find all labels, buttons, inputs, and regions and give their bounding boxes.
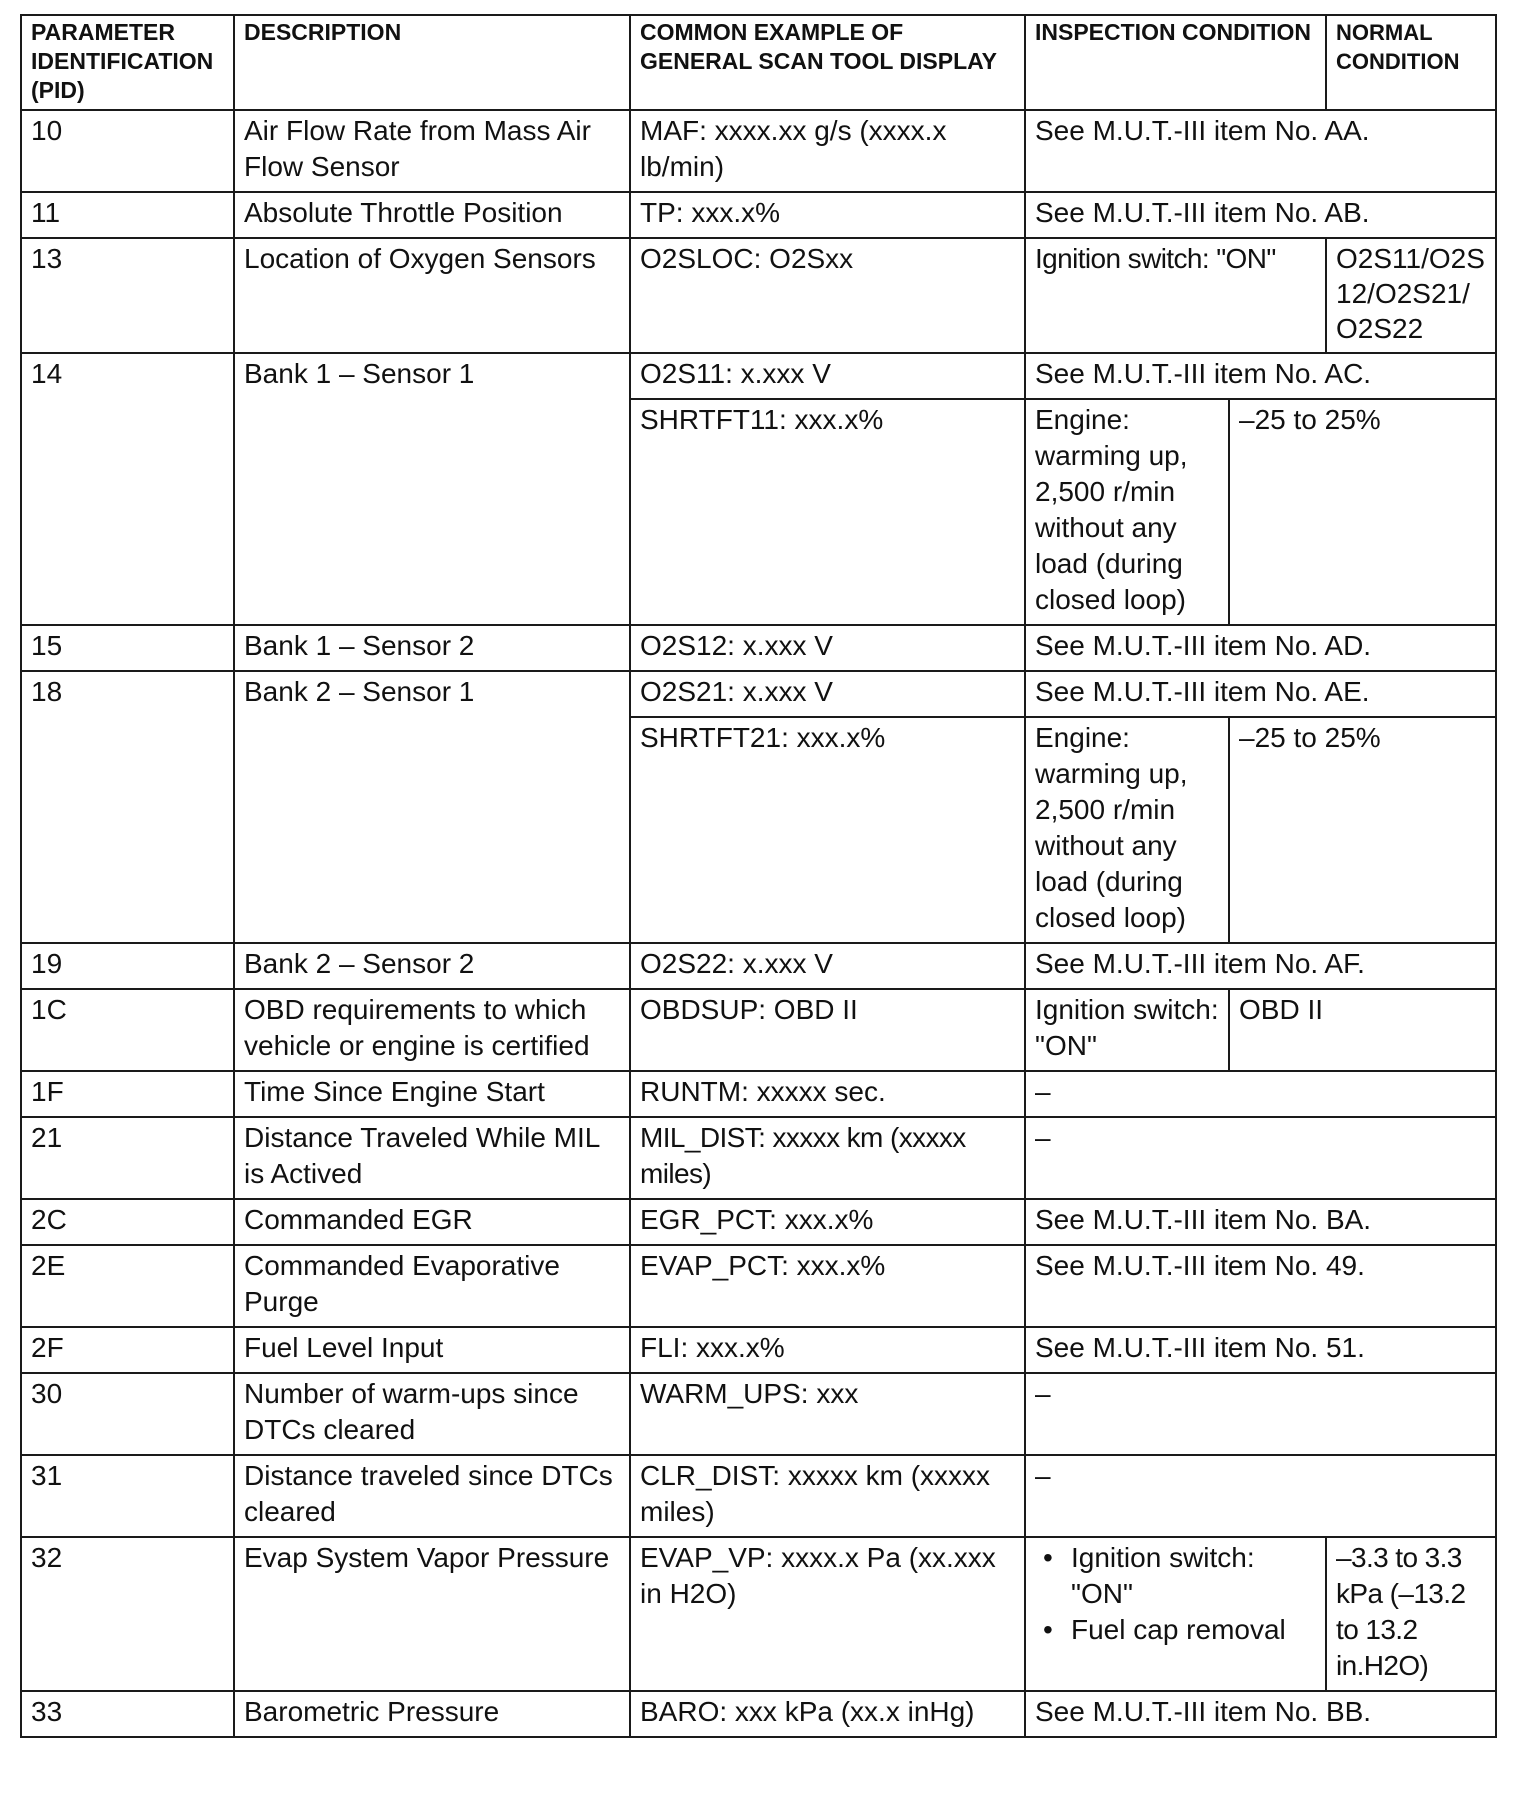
table-row bbox=[21, 1327, 1496, 1373]
condition-cell: – bbox=[1025, 1071, 1496, 1117]
list-item: • Ignition switch: "ON" bbox=[1035, 1540, 1316, 1612]
table-row bbox=[21, 192, 1496, 238]
description-cell: Bank 1 – Sensor 2 bbox=[234, 625, 630, 671]
description-cell: Time Since Engine Start bbox=[234, 1071, 630, 1117]
condition-cell: See M.U.T.-III item No. AF. bbox=[1025, 943, 1496, 989]
condition-cell: – bbox=[1025, 1117, 1496, 1199]
pid-cell: 19 bbox=[21, 943, 234, 989]
description-cell: OBD requirements to which vehicle or engine is certified bbox=[234, 989, 630, 1071]
condition-cell: – bbox=[1025, 1455, 1496, 1537]
normal-cell: OBD II bbox=[1229, 989, 1496, 1071]
pid-cell: 11 bbox=[21, 192, 234, 238]
display-cell: MAF: xxxx.xx g/s (xxxx.x lb/min) bbox=[630, 110, 1025, 192]
table-row bbox=[21, 1117, 1496, 1199]
condition-cell: See M.U.T.-III item No. AA. bbox=[1025, 110, 1496, 192]
pid-cell: 33 bbox=[21, 1691, 234, 1737]
description-cell: Commanded Evaporative Purge bbox=[234, 1245, 630, 1327]
table-row bbox=[21, 625, 1496, 671]
table-row bbox=[21, 1691, 1496, 1737]
normal-cell: –25 to 25% bbox=[1229, 717, 1496, 943]
table-row bbox=[21, 1245, 1496, 1327]
description-cell: Distance traveled since DTCs cleared bbox=[234, 1455, 630, 1537]
condition-cell: – bbox=[1025, 1373, 1496, 1455]
header-pid: PARAMETER IDENTIFICATION (PID) bbox=[21, 15, 234, 110]
inspection-cell: Ignition switch: "ON" bbox=[1025, 989, 1229, 1071]
table-row bbox=[21, 110, 1496, 192]
table-row bbox=[21, 943, 1496, 989]
pid-cell: 13 bbox=[21, 238, 234, 353]
condition-cell: See M.U.T.-III item No. AC. bbox=[1025, 353, 1496, 399]
inspection-cell: Engine: warming up, 2,500 r/min without any load (during closed loop) bbox=[1025, 717, 1229, 943]
pid-cell: 21 bbox=[21, 1117, 234, 1199]
display-cell: SHRTFT21: xxx.x% bbox=[630, 717, 1025, 943]
pid-cell: 2F bbox=[21, 1327, 234, 1373]
table-row bbox=[21, 1373, 1496, 1455]
pid-cell: 2E bbox=[21, 1245, 234, 1327]
description-cell: Absolute Throttle Position bbox=[234, 192, 630, 238]
display-cell: EVAP_PCT: xxx.x% bbox=[630, 1245, 1025, 1327]
description-cell: Distance Traveled While MIL is Actived bbox=[234, 1117, 630, 1199]
pid-table-container bbox=[20, 14, 1497, 1738]
display-cell: SHRTFT11: xxx.x% bbox=[630, 399, 1025, 625]
inspection-cell: Ignition switch: "ON" bbox=[1025, 238, 1326, 353]
description-cell: Location of Oxygen Sensors bbox=[234, 238, 630, 353]
table-row bbox=[21, 671, 1496, 717]
pid-cell: 10 bbox=[21, 110, 234, 192]
display-cell: O2S21: x.xxx V bbox=[630, 671, 1025, 717]
condition-cell: See M.U.T.-III item No. AB. bbox=[1025, 192, 1496, 238]
display-cell: BARO: xxx kPa (xx.x inHg) bbox=[630, 1691, 1025, 1737]
condition-cell: See M.U.T.-III item No. BA. bbox=[1025, 1199, 1496, 1245]
display-cell: EVAP_VP: xxxx.x Pa (xx.xxx in H2O) bbox=[630, 1537, 1025, 1691]
pid-cell: 18 bbox=[21, 671, 234, 943]
description-cell: Fuel Level Input bbox=[234, 1327, 630, 1373]
pid-cell: 1F bbox=[21, 1071, 234, 1117]
description-cell: Number of warm-ups since DTCs cleared bbox=[234, 1373, 630, 1455]
condition-cell: See M.U.T.-III item No. 49. bbox=[1025, 1245, 1496, 1327]
description-cell: Bank 1 – Sensor 1 bbox=[234, 353, 630, 625]
header-normal: NORMAL CONDITION bbox=[1326, 15, 1496, 110]
table-row bbox=[21, 353, 1496, 399]
header-row bbox=[21, 15, 1496, 110]
list-item: • Fuel cap removal bbox=[1035, 1612, 1316, 1648]
header-scan-display: COMMON EXAMPLE OF GENERAL SCAN TOOL DISPLAY bbox=[630, 15, 1025, 110]
display-cell: WARM_UPS: xxx bbox=[630, 1373, 1025, 1455]
table-row bbox=[21, 1071, 1496, 1117]
description-cell: Bank 2 – Sensor 1 bbox=[234, 671, 630, 943]
condition-cell: See M.U.T.-III item No. 51. bbox=[1025, 1327, 1496, 1373]
description-cell: Commanded EGR bbox=[234, 1199, 630, 1245]
description-cell: Air Flow Rate from Mass Air Flow Sensor bbox=[234, 110, 630, 192]
header-inspection: INSPECTION CONDITION bbox=[1025, 15, 1326, 110]
normal-cell: O2S11/O2S12/O2S21/O2S22 bbox=[1326, 238, 1496, 353]
pid-cell: 1C bbox=[21, 989, 234, 1071]
condition-cell: See M.U.T.-III item No. AD. bbox=[1025, 625, 1496, 671]
pid-cell: 32 bbox=[21, 1537, 234, 1691]
display-cell: RUNTM: xxxxx sec. bbox=[630, 1071, 1025, 1117]
pid-cell: 30 bbox=[21, 1373, 234, 1455]
display-cell: TP: xxx.x% bbox=[630, 192, 1025, 238]
display-cell: EGR_PCT: xxx.x% bbox=[630, 1199, 1025, 1245]
table-row bbox=[21, 989, 1496, 1071]
display-cell: CLR_DIST: xxxxx km (xxxxx miles) bbox=[630, 1455, 1025, 1537]
display-cell: O2S11: x.xxx V bbox=[630, 353, 1025, 399]
inspection-cell bbox=[1025, 1537, 1326, 1691]
table-row bbox=[21, 1455, 1496, 1537]
display-cell: MIL_DIST: xxxxx km (xxxxx miles) bbox=[630, 1117, 1025, 1199]
table-row bbox=[21, 238, 1496, 353]
table-row bbox=[21, 1537, 1496, 1691]
inspection-cell: Engine: warming up, 2,500 r/min without any load (during closed loop) bbox=[1025, 399, 1229, 625]
pid-table bbox=[20, 14, 1497, 1738]
condition-cell: See M.U.T.-III item No. AE. bbox=[1025, 671, 1496, 717]
pid-cell: 2C bbox=[21, 1199, 234, 1245]
description-cell: Barometric Pressure bbox=[234, 1691, 630, 1737]
pid-cell: 14 bbox=[21, 353, 234, 625]
normal-cell: –25 to 25% bbox=[1229, 399, 1496, 625]
display-cell: O2SLOC: O2Sxx bbox=[630, 238, 1025, 353]
condition-cell: See M.U.T.-III item No. BB. bbox=[1025, 1691, 1496, 1737]
pid-cell: 31 bbox=[21, 1455, 234, 1537]
inspection-list bbox=[1035, 1540, 1316, 1648]
header-description: DESCRIPTION bbox=[234, 15, 630, 110]
display-cell: O2S22: x.xxx V bbox=[630, 943, 1025, 989]
display-cell: OBDSUP: OBD II bbox=[630, 989, 1025, 1071]
table-row bbox=[21, 1199, 1496, 1245]
display-cell: FLI: xxx.x% bbox=[630, 1327, 1025, 1373]
display-cell: O2S12: x.xxx V bbox=[630, 625, 1025, 671]
description-cell: Evap System Vapor Pressure bbox=[234, 1537, 630, 1691]
description-cell: Bank 2 – Sensor 2 bbox=[234, 943, 630, 989]
pid-cell: 15 bbox=[21, 625, 234, 671]
normal-cell: –3.3 to 3.3 kPa (–13.2 to 13.2 in.H2O) bbox=[1326, 1537, 1496, 1691]
